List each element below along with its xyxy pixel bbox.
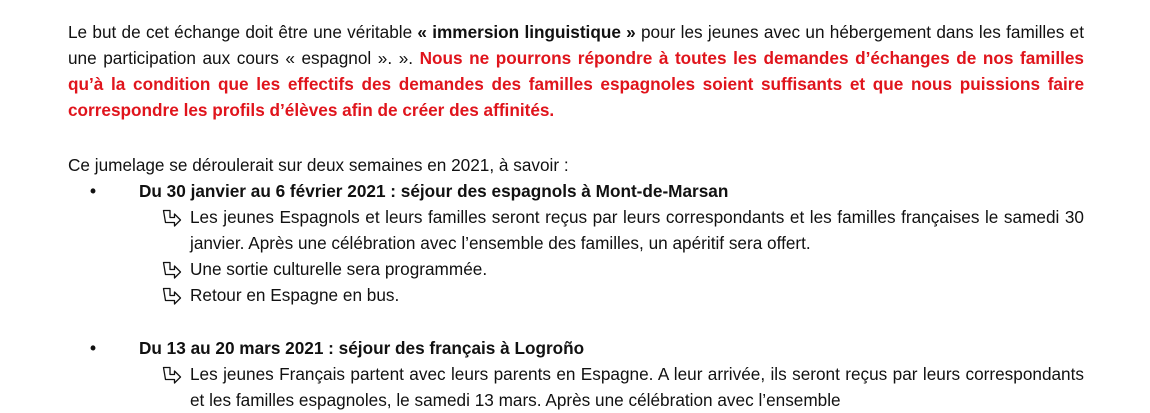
list-item — [162, 256, 1084, 282]
red-warning-text: Nous ne pourrons répondre à toutes les demandes d’échanges de nos familles qu’à la condition que les effectifs des demandes des familles espagnoles soient suffisants et que nous puissions faire correspondre les profils d’élèves afin de créer des affinités. — [68, 48, 1084, 120]
list-item-text: Retour en Espagne en bus. — [190, 285, 400, 305]
intro-text-start: Le but de cet échange doit être une véritable — [68, 22, 418, 42]
list-item-text: Les jeunes Français partent avec leurs parents en Espagne. A leur arrivée, ils seront reçus par leurs correspondants et les familles espagnoles, le samedi 13 mars. Après une célébration avec l’ensemble — [190, 364, 1084, 410]
list-item-text: Les jeunes Espagnols et leurs familles seront reçus par leurs correspondants et les familles françaises le samedi 30 janvier. Après une célébration avec l’ensemble des familles, un apéritif sera offert. — [190, 207, 1084, 253]
hollow-arrow-icon — [162, 209, 182, 227]
hollow-arrow-icon — [162, 366, 182, 384]
hollow-arrow-icon — [162, 287, 182, 305]
section-1-heading-row — [0, 178, 1150, 204]
intro-paragraph — [68, 19, 1084, 123]
bullet-dot: • — [90, 181, 97, 201]
intro-text-middle: pour les jeunes avec un hébergement dans les familles et une participation aux cours « espagnol ». ». — [68, 22, 1084, 68]
section-heading: Du 30 janvier au 6 février 2021 : séjour des espagnols à Mont-de-Marsan — [139, 181, 729, 201]
list-item — [162, 282, 1084, 308]
section-2-heading-row — [0, 335, 1150, 361]
list-item-text: Une sortie culturelle sera programmée. — [190, 259, 488, 279]
list-item — [162, 204, 1084, 256]
hollow-arrow-icon — [162, 261, 182, 279]
section-heading: Du 13 au 20 mars 2021 : séjour des français à Logroño — [139, 338, 585, 358]
list-item — [162, 361, 1084, 413]
bullet-dot: • — [90, 338, 97, 358]
immersion-emphasis: « immersion linguistique » — [417, 22, 636, 42]
schedule-intro: Ce jumelage se déroulerait sur deux semaines en 2021, à savoir : — [68, 155, 569, 175]
